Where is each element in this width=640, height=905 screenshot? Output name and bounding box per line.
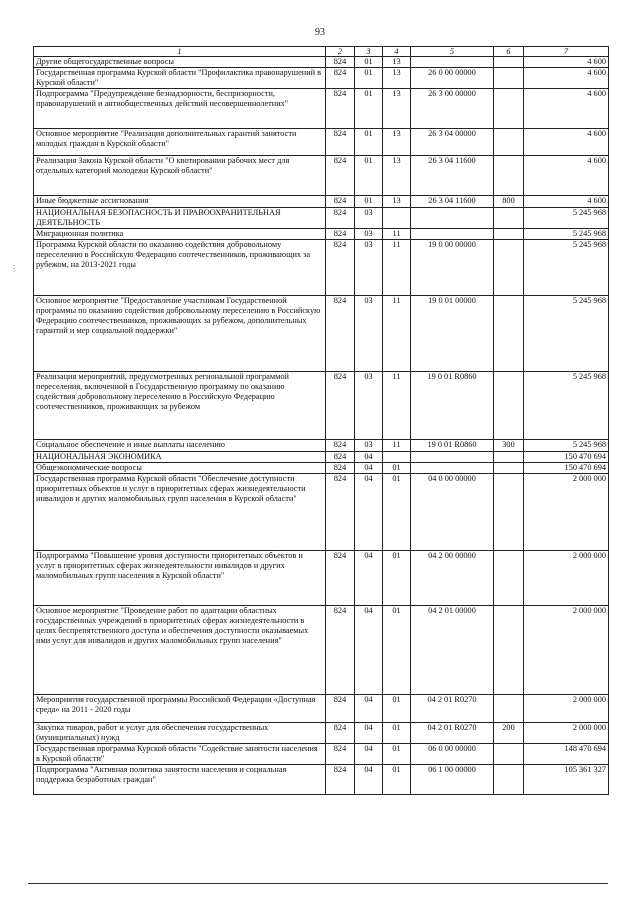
row-name: Программа Курской области по оказанию содействия добровольному переселению в Российскую Федерацию соотечественников, проживающих за рубежом, на 2013-2021 годы [34, 239, 326, 295]
page-number: 93 [315, 27, 325, 38]
amount: 4 600 [524, 195, 609, 207]
budget-table [33, 46, 609, 795]
target-item-code [411, 451, 494, 462]
ministry-code: 824 [326, 694, 355, 722]
section-code: 04 [355, 550, 383, 605]
target-item-code: 04 2 01 R0270 [411, 694, 494, 722]
ministry-code: 824 [326, 605, 355, 694]
expense-type-code: 200 [494, 722, 524, 743]
section-code: 04 [355, 722, 383, 743]
table-row [34, 207, 609, 228]
amount: 2 000 000 [524, 722, 609, 743]
amount: 2 000 000 [524, 694, 609, 722]
section-code: 01 [355, 155, 383, 195]
section-code: 01 [355, 195, 383, 207]
target-item-code: 04 2 01 00000 [411, 605, 494, 694]
ministry-code: 824 [326, 550, 355, 605]
table-row [34, 57, 609, 68]
section-code: 04 [355, 694, 383, 722]
subsection-code: 13 [383, 195, 411, 207]
row-name: Основное мероприятие "Реализация дополнительных гарантий занятости молодых граждан в Курской области" [34, 128, 326, 155]
target-item-code: 06 1 00 00000 [411, 764, 494, 794]
target-item-code [411, 228, 494, 239]
section-code: 03 [355, 239, 383, 295]
target-item-code: 19 0 01 00000 [411, 295, 494, 371]
amount: 5 245 968 [524, 295, 609, 371]
section-code: 04 [355, 451, 383, 462]
row-name: Подпрограмма "Предупреждение безнадзорности, беспризорности, правонарушений и антиобщественных действий несовершеннолетних" [34, 88, 326, 128]
section-code: 04 [355, 764, 383, 794]
subsection-code: 13 [383, 57, 411, 68]
section-code: 03 [355, 371, 383, 439]
target-item-code: 04 2 00 00000 [411, 550, 494, 605]
table-row [34, 722, 609, 743]
ministry-code: 824 [326, 195, 355, 207]
section-code: 01 [355, 57, 383, 68]
expense-type-code [494, 550, 524, 605]
table-row [34, 155, 609, 195]
expense-type-code [494, 155, 524, 195]
subsection-code [383, 451, 411, 462]
table-row [34, 239, 609, 295]
expense-type-code [494, 462, 524, 473]
section-code: 04 [355, 743, 383, 764]
ministry-code: 824 [326, 473, 355, 550]
subsection-code: 01 [383, 550, 411, 605]
expense-type-code [494, 207, 524, 228]
expense-type-code [494, 694, 524, 722]
amount: 4 600 [524, 128, 609, 155]
subsection-code: 01 [383, 605, 411, 694]
target-item-code: 19 0 00 00000 [411, 239, 494, 295]
ministry-code: 824 [326, 228, 355, 239]
table-row [34, 473, 609, 550]
subsection-code: 01 [383, 694, 411, 722]
row-name: Социальное обеспечение и иные выплаты населению [34, 439, 326, 451]
table-row [34, 743, 609, 764]
expense-type-code [494, 228, 524, 239]
ministry-code: 824 [326, 764, 355, 794]
row-name: Государственная программа Курской области "Содействие занятости населения в Курской области" [34, 743, 326, 764]
subsection-code: 13 [383, 128, 411, 155]
amount: 5 245 968 [524, 371, 609, 439]
amount: 2 000 000 [524, 605, 609, 694]
ministry-code: 824 [326, 451, 355, 462]
subsection-code: 01 [383, 462, 411, 473]
table-row [34, 195, 609, 207]
expense-type-code [494, 128, 524, 155]
row-name: Подпрограмма "Повышение уровня доступности приоритетных объектов и услуг в приоритетных сферах жизнедеятельности инвалидов и других маломобильных групп населения в Курской области" [34, 550, 326, 605]
section-code: 03 [355, 295, 383, 371]
row-name: Мероприятия государственной программы Российской Федерации «Доступная среда» на 2011 - 2020 годы [34, 694, 326, 722]
subsection-code: 01 [383, 764, 411, 794]
margin-mark: ⋮ [10, 264, 18, 273]
target-item-code: 26 3 04 11600 [411, 155, 494, 195]
amount: 150 470 694 [524, 451, 609, 462]
table-row [34, 128, 609, 155]
subsection-code: 01 [383, 473, 411, 550]
target-item-code: 26 3 04 11600 [411, 195, 494, 207]
subsection-code [383, 207, 411, 228]
target-item-code: 06 0 00 00000 [411, 743, 494, 764]
section-code: 01 [355, 67, 383, 88]
expense-type-code [494, 57, 524, 68]
expense-type-code [494, 743, 524, 764]
row-name: Реализация мероприятий, предусмотренных региональной программой переселения, включенной в Государственную программу по оказанию содействия добровольному переселению в Российскую Федерацию соотечественников, проживающих за рубежом [34, 371, 326, 439]
expense-type-code: 800 [494, 195, 524, 207]
expense-type-code [494, 239, 524, 295]
ministry-code: 824 [326, 239, 355, 295]
table-row [34, 439, 609, 451]
subsection-code: 11 [383, 371, 411, 439]
expense-type-code [494, 295, 524, 371]
ministry-code: 824 [326, 207, 355, 228]
amount: 5 245 968 [524, 239, 609, 295]
table-row [34, 371, 609, 439]
row-name: НАЦИОНАЛЬНАЯ ЭКОНОМИКА [34, 451, 326, 462]
column-number: 2 [326, 47, 355, 57]
section-code: 04 [355, 473, 383, 550]
bottom-rule [28, 883, 608, 884]
row-name: Государственная программа Курской области "Обеспечение доступности приоритетных объектов и услуг в приоритетных сферах жизнедеятельности инвалидов и других маломобильных групп населения в Курской области" [34, 473, 326, 550]
amount: 2 000 000 [524, 550, 609, 605]
subsection-code: 01 [383, 722, 411, 743]
column-number: 1 [34, 47, 326, 57]
ministry-code: 824 [326, 128, 355, 155]
column-number: 7 [524, 47, 609, 57]
target-item-code: 04 2 01 R0270 [411, 722, 494, 743]
expense-type-code: 300 [494, 439, 524, 451]
subsection-code: 11 [383, 239, 411, 295]
row-name: Общеэкономические вопросы [34, 462, 326, 473]
section-code: 04 [355, 605, 383, 694]
section-code: 01 [355, 88, 383, 128]
target-item-code: 26 0 00 00000 [411, 67, 494, 88]
column-number-row [34, 47, 609, 57]
row-name: Основное мероприятие "Предоставление участникам Государственной программы по оказанию содействия добровольному переселению в Российскую Федерацию соотечественников, проживающих за рубежом, дополнительных гарантий и мер социальной поддержки" [34, 295, 326, 371]
row-name: Иные бюджетные ассигнования [34, 195, 326, 207]
section-code: 04 [355, 462, 383, 473]
amount: 4 600 [524, 155, 609, 195]
section-code: 03 [355, 439, 383, 451]
table-row [34, 228, 609, 239]
subsection-code: 11 [383, 295, 411, 371]
column-number: 3 [355, 47, 383, 57]
ministry-code: 824 [326, 67, 355, 88]
amount: 2 000 000 [524, 473, 609, 550]
row-name: Государственная программа Курской области "Профилактика правонарушений в Курской области" [34, 67, 326, 88]
ministry-code: 824 [326, 743, 355, 764]
subsection-code: 13 [383, 88, 411, 128]
ministry-code: 824 [326, 88, 355, 128]
ministry-code: 824 [326, 57, 355, 68]
target-item-code: 19 0 01 R0860 [411, 439, 494, 451]
ministry-code: 824 [326, 722, 355, 743]
expense-type-code [494, 764, 524, 794]
expense-type-code [494, 67, 524, 88]
table-row [34, 764, 609, 794]
ministry-code: 824 [326, 295, 355, 371]
table-body [34, 57, 609, 795]
target-item-code: 26 3 00 00000 [411, 88, 494, 128]
target-item-code [411, 57, 494, 68]
expense-type-code [494, 88, 524, 128]
ministry-code: 824 [326, 155, 355, 195]
subsection-code: 11 [383, 439, 411, 451]
amount: 4 600 [524, 67, 609, 88]
expense-type-code [494, 605, 524, 694]
subsection-code: 13 [383, 67, 411, 88]
amount: 4 600 [524, 88, 609, 128]
table-row [34, 550, 609, 605]
amount: 5 245 968 [524, 439, 609, 451]
target-item-code [411, 462, 494, 473]
table-row [34, 88, 609, 128]
row-name: Закупка товаров, работ и услуг для обеспечения государственных (муниципальных) нужд [34, 722, 326, 743]
ministry-code: 824 [326, 371, 355, 439]
row-name: Подпрограмма "Активная политика занятости населения и социальная поддержка безработных граждан" [34, 764, 326, 794]
target-item-code: 19 0 01 R0860 [411, 371, 494, 439]
column-number: 6 [494, 47, 524, 57]
row-name: НАЦИОНАЛЬНАЯ БЕЗОПАСНОСТЬ И ПРАВООХРАНИТЕЛЬНАЯ ДЕЯТЕЛЬНОСТЬ [34, 207, 326, 228]
subsection-code: 11 [383, 228, 411, 239]
row-name: Миграционная политика [34, 228, 326, 239]
section-code: 01 [355, 128, 383, 155]
ministry-code: 824 [326, 439, 355, 451]
amount: 150 470 694 [524, 462, 609, 473]
subsection-code: 01 [383, 743, 411, 764]
table-row [34, 694, 609, 722]
amount: 5 245 968 [524, 228, 609, 239]
ministry-code: 824 [326, 462, 355, 473]
expense-type-code [494, 371, 524, 439]
table-row [34, 605, 609, 694]
amount: 148 470 694 [524, 743, 609, 764]
expense-type-code [494, 473, 524, 550]
table-row [34, 295, 609, 371]
column-number: 4 [383, 47, 411, 57]
amount: 105 361 327 [524, 764, 609, 794]
subsection-code: 13 [383, 155, 411, 195]
row-name: Основное мероприятие "Проведение работ по адаптации областных государственных учреждений в приоритетных сферах жизнедеятельности в целях беспрепятственного доступа и обеспечения доступности оказываемых ими услуг для инвалидов и других маломобильных групп населения" [34, 605, 326, 694]
target-item-code: 26 3 04 00000 [411, 128, 494, 155]
section-code: 03 [355, 207, 383, 228]
table-row [34, 67, 609, 88]
table-row [34, 451, 609, 462]
expense-type-code [494, 451, 524, 462]
target-item-code [411, 207, 494, 228]
target-item-code: 04 0 00 00000 [411, 473, 494, 550]
row-name: Другие общегосударственные вопросы [34, 57, 326, 68]
row-name: Реализация Закона Курской области "О квотировании рабочих мест для отдельных категорий молодежи Курской области" [34, 155, 326, 195]
table-row [34, 462, 609, 473]
column-number: 5 [411, 47, 494, 57]
section-code: 03 [355, 228, 383, 239]
amount: 5 245 968 [524, 207, 609, 228]
amount: 4 600 [524, 57, 609, 68]
